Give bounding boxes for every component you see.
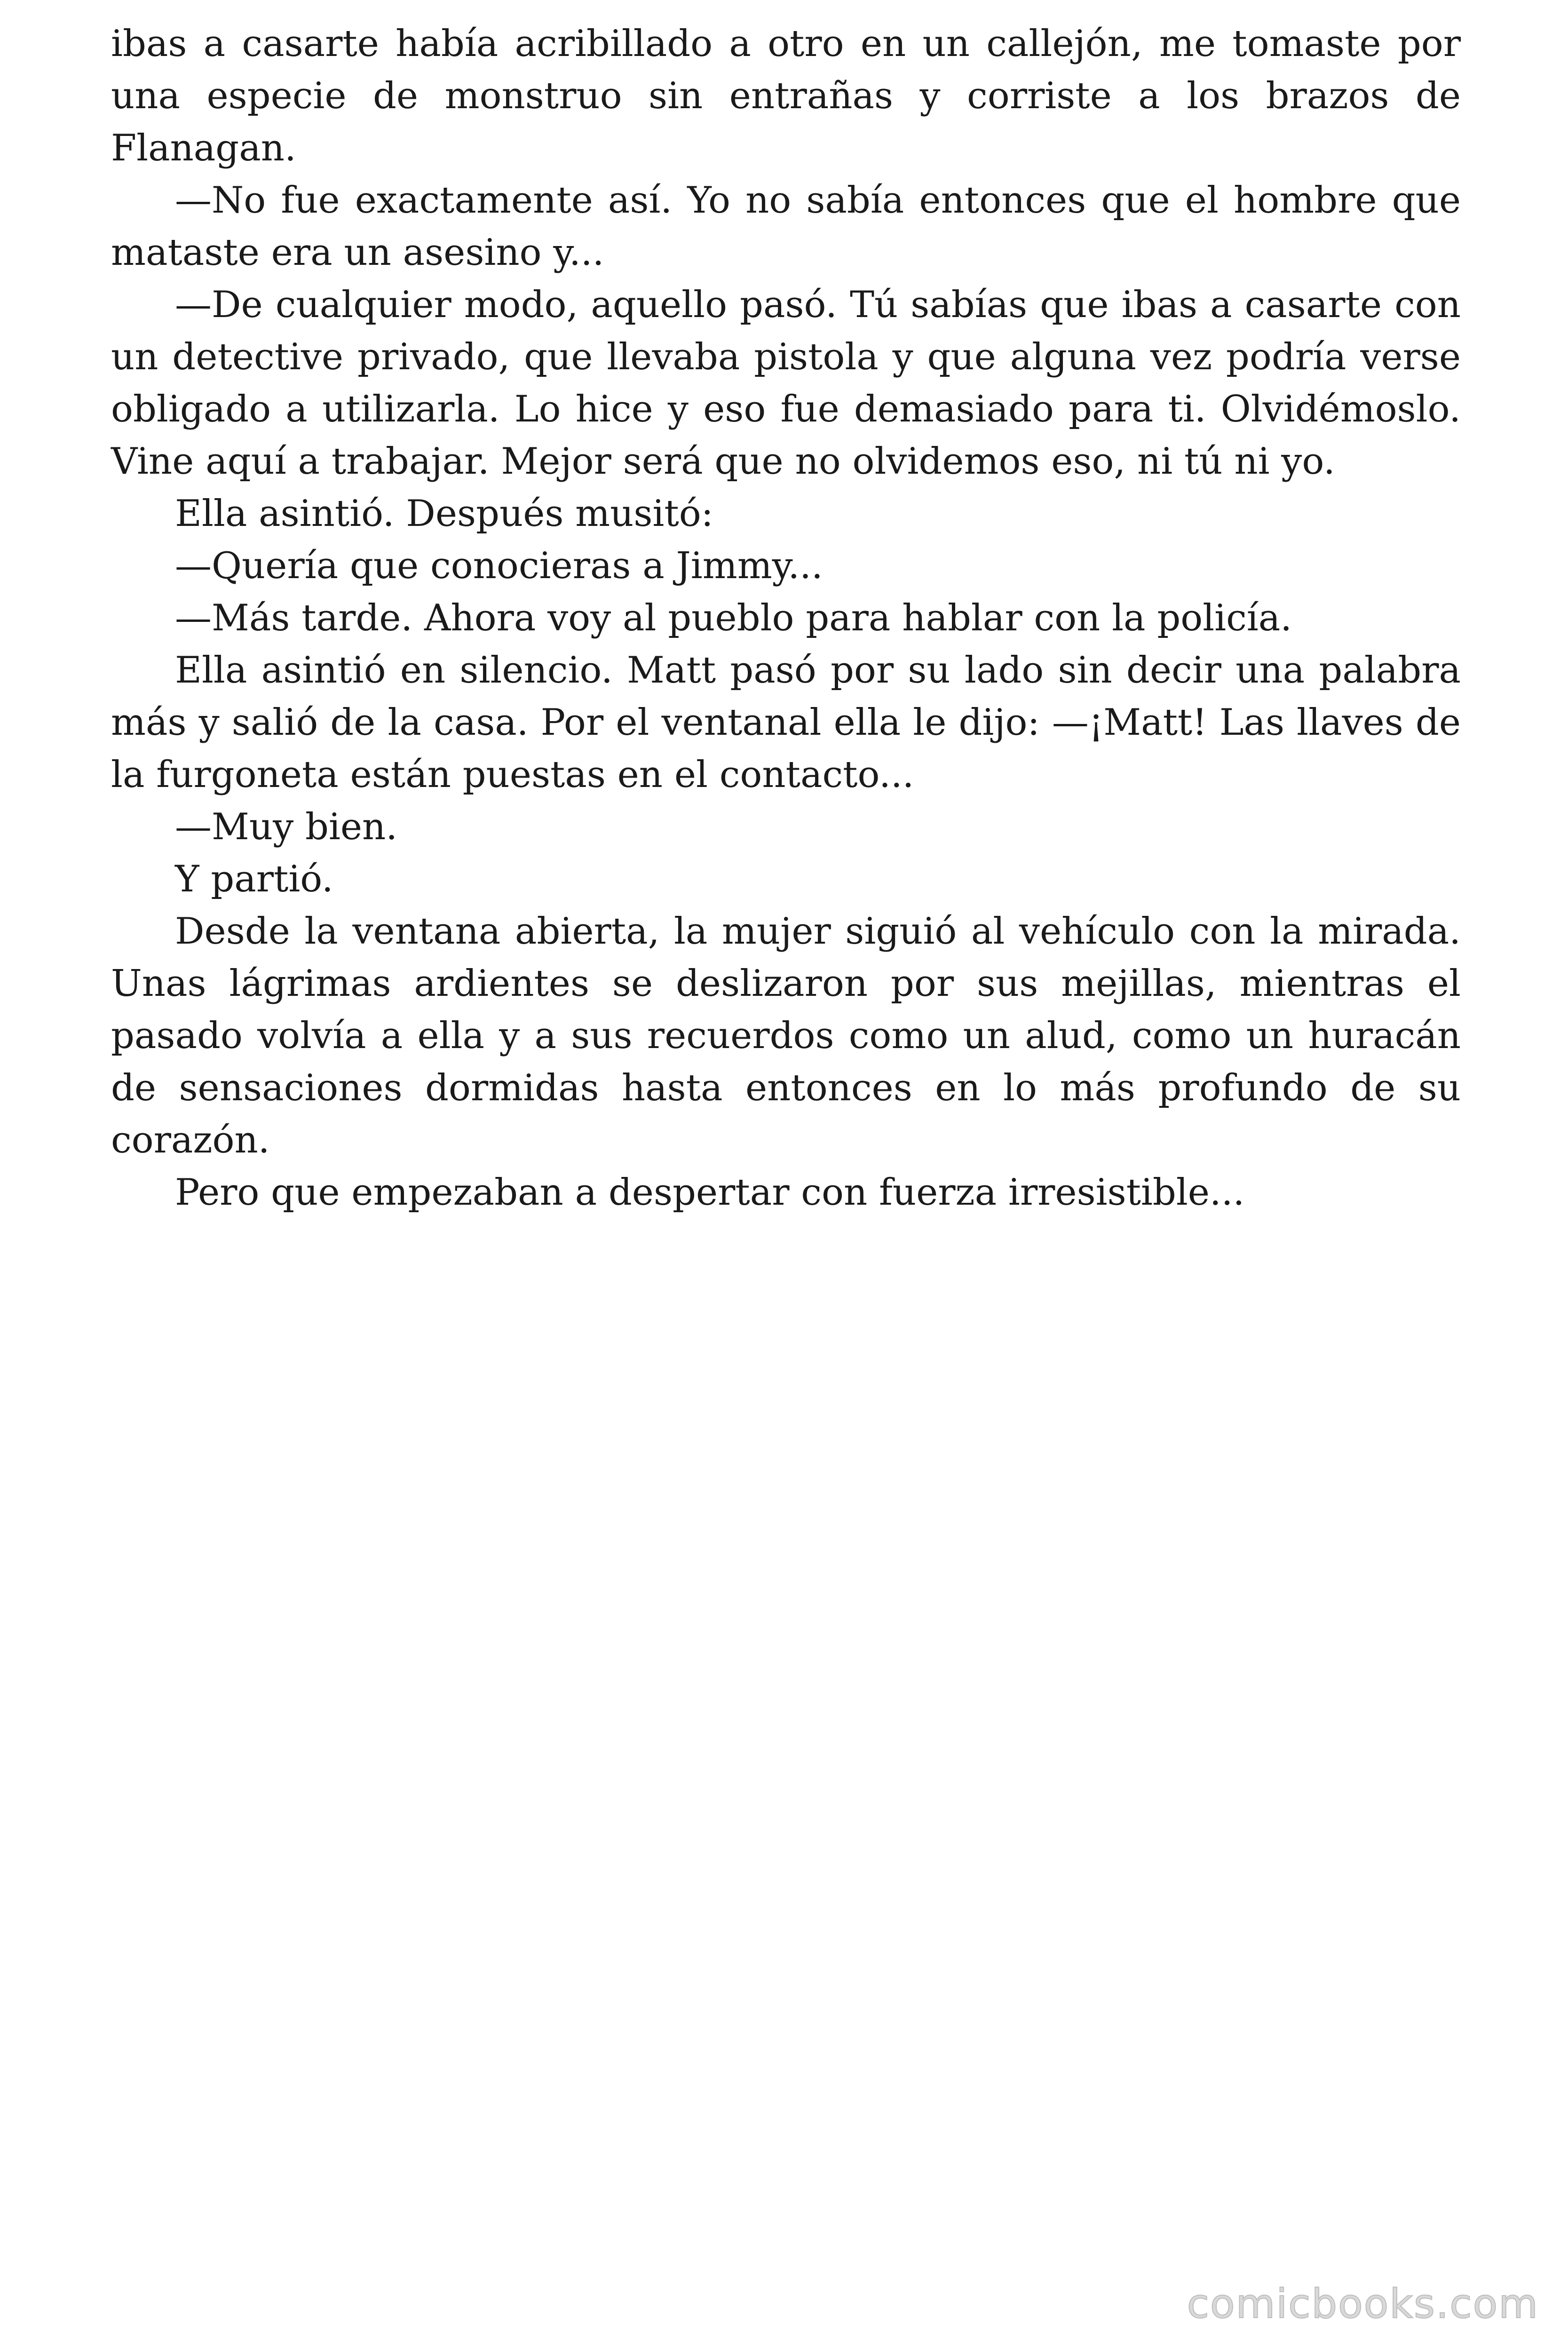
watermark-text: comicbooks.com <box>1187 2280 1539 2328</box>
paragraph-11: Pero que empezaban a despertar con fuerza irresistible... <box>175 1171 1245 1214</box>
paragraph-7: Ella asintió en silencio. Matt pasó por su lado sin decir una palabra más y salió de la casa. Por el ventanal ella le dijo: —¡Matt! Las llaves de la furgoneta están puestas en el contacto... <box>111 649 1461 796</box>
paragraph-1: ibas a casarte había acribillado a otro en un callejón, me tomaste por una especie de monstruo sin entrañas y corriste a los brazos de Flanagan. <box>111 23 1461 169</box>
paragraph-2: —No fue exactamente así. Yo no sabía entonces que el hombre que mataste era un asesino y... <box>111 179 1461 274</box>
paragraph-6: —Más tarde. Ahora voy al pueblo para hablar con la policía. <box>175 597 1292 639</box>
paragraph-10: Desde la ventana abierta, la mujer siguió al vehículo con la mirada. Unas lágrimas ardientes se deslizaron por sus mejillas, mientras el pasado volvía a ella y a sus recuerdos como un alud, como un huracán de sensaciones dormidas hasta entonces en lo más profundo de su corazón. <box>111 910 1461 1161</box>
paragraph-8: —Muy bien. <box>175 806 398 848</box>
paragraph-4: Ella asintió. Después musitó: <box>175 493 713 535</box>
body-text <box>111 18 1461 1219</box>
paragraph-5: —Quería que conocieras a Jimmy... <box>175 545 823 587</box>
paragraph-3: —De cualquier modo, aquello pasó. Tú sabías que ibas a casarte con un detective privado, que llevaba pistola y que alguna vez podría verse obligado a utilizarla. Lo hice y eso fue demasiado para ti. Olvidémoslo. Vine aquí a trabajar. Mejor será que no olvidemos eso, ni tú ni yo. <box>111 284 1461 483</box>
paragraph-9: Y partió. <box>175 858 333 900</box>
